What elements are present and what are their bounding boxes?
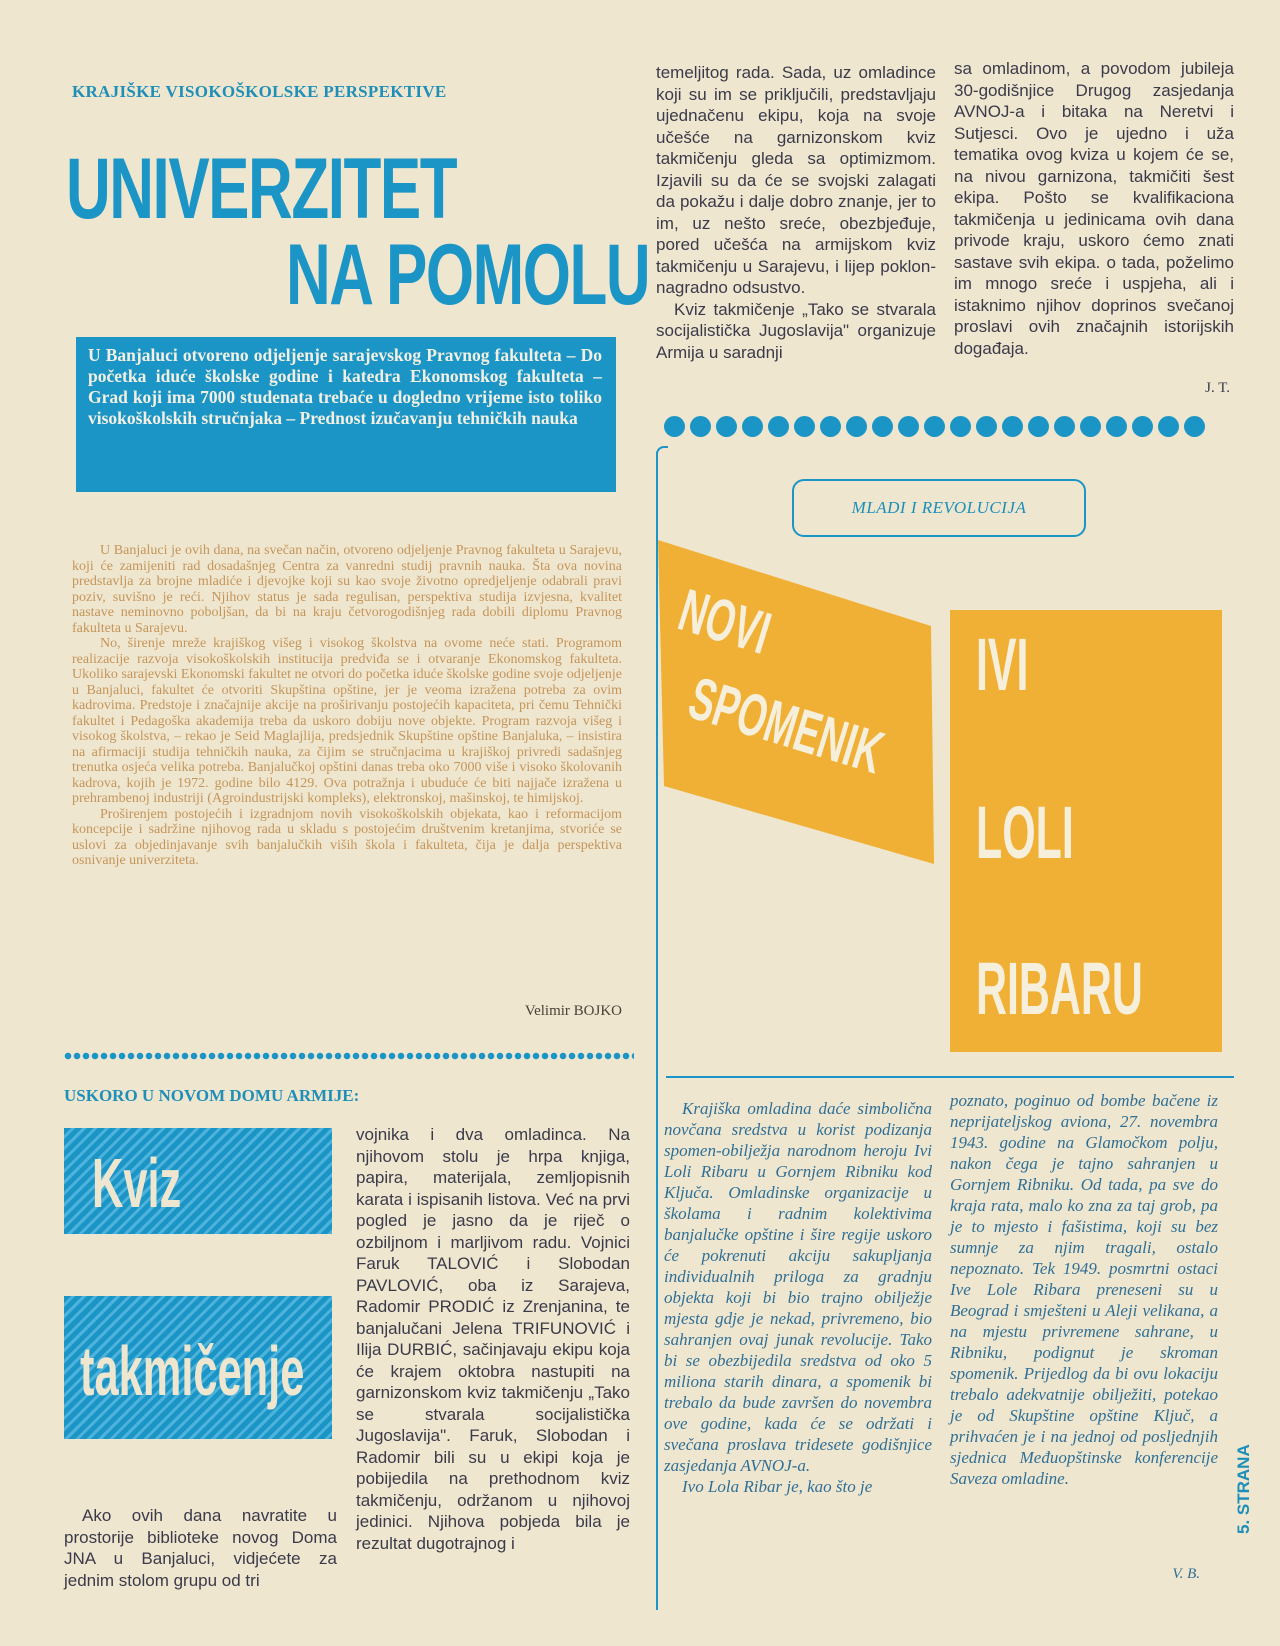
monument-title-line-2: SPOMENIK: [681, 664, 891, 787]
monument-col-2-text: poznato, poginuo od bombe bačene iz neprijateljskog aviona, 27. novembra 1943. godine na Glamočkom polju, nakon čega je tajno sahranjen u Gornjem Ribniku. Od tada, pa sve do kraja rata, malo ko zna za taj grob, pa je to mjesto i fašistima, koji su bez sumnje za njim tragali, ostalo nepoznato. Tek 1949. posmrtni ostaci Ive Lole Ribara preneseni su u Beograd i smješteni u Aleji velikana, a na mjestu privremene sahrane, u Ribniku, podignut je skroman spomenik. Prijedlog da bi ovu lokaciju trebalo adekvatnije obilježiti, potekao je od Skupštine opštine Ključ, a prihvaćen je i na jednoj od posljednjih sjednica Međuopštinske konferencije Saveza omladine.: [950, 1091, 1218, 1488]
monument-title-line-1: NOVI: [671, 576, 779, 667]
quiz-col-3-text-2: Kviz takmičenje „Tako se stvarala socijalistička Jugoslavija" organizuje Armija u saradnji: [656, 299, 936, 362]
quiz-col-3-text: temeljitog rada. Sada, uz omladince koji su im se priključili, predstavljaju ujednačenu ekipu, koja na svoje učešće na garnizonskom kviz takmičenju gleda sa optimizmom. Izjavili su da će se svojski zalagati da pokažu i dalje dobro znanje, jer to im, uz nešto sreće, obezbjeđuje, pored učešća na armijskom kviz takmičenju u Sarajevu, i lijep poklon-nagradno odsustvo.: [656, 63, 936, 297]
wavy-divider: [64, 1052, 634, 1060]
quiz-section-title: USKORO U NOVOM DOMU ARMIJE:: [64, 1086, 360, 1105]
quiz-col-2-text: vojnika i dva omladinca. Na njihovom stolu je hrpa knjiga, papira, materijala, zemljopisnih karata i ispisanih listova. Već na prvi pogled je jasno da je riječ o ozbiljnom i marljivom radu. Vojnici Faruk TALOVIĆ i Slobodan PAVLOVIĆ, oba iz Sarajeva, Radomir PRODIĆ iz Zrenjanina, te banjalučani Jelena TRIFUNOVIĆ i Ilija DURBIĆ, sačinjavaju ekipu koja će krajem oktobra nastupiti na garnizonskom kviz takmičenju „Tako se stvarala socijalistička Jugoslavija". Faruk, Slobodan i Radomir bili su u ekipi koja je pobijedila na prethodnom kviz takmičenju, održanom u njihovoj jedinici. Njihova pobjeda bila je rezultat dugotrajnog i: [356, 1125, 630, 1553]
monument-title-line-5: RIBARU: [976, 947, 1143, 1030]
quiz-column-3: [656, 62, 936, 363]
quiz-title-box-2: [64, 1296, 332, 1439]
article-body: [72, 543, 622, 869]
body-paragraph: No, širenje mreže krajiškog višeg i visokog školstva na ovome neće stati. Programom realizacije razvoja visokoškolskih institucija predviđa se i otvaranje Ekonomskog fakulteta. Ukoliko sarajevski Ekonomski fakultet ne otvori do početka iduće školske godine svoje odjeljenje u Banjaluci, fakultet će otvoriti Skupština opštine, jer je veoma izražena potreba za ovim kadrovima. Predstoje i značajnije akcije na proširivanju postojećih kapaciteta, pri čemu Tehnički fakultet i Pedagoška akademija treba da uskoro dobiju nove objekte. Program razvoja višeg i visokog školstva, – rekao je Seid Maglajlija, predsjednik Skupštine opštine Banjaluka, – insistira na afirmaciji studija tehničkih nauka, za čijim se stručnjacima u krajiškoj privredi sadašnjeg trenutka osjeća velika potreba. Banjalučkoj opštini danas treba oko 7000 više i visoko školovanih kadrova, kojih je 1972. godine bilo 4129. Ova potražnja i ubuduće će biti najjače izražena u prehrambenoj industriji (Agroindustrijski kompleks), elektronskoj, mašinskoj, te himijskoj.: [72, 636, 622, 806]
quiz-title-word-1: Kviz: [92, 1144, 182, 1222]
monument-col-1-text: Krajiška omladina daće simbolična novčana sredstva u korist podizanja spomen-obilježja narodnom heroju Ivi Loli Ribaru u Gornjem Ribniku kod Ključa. Omladinske organizacije u školama i radnim kolektivima banjalučke opštine i šire regije uskoro će pokrenuti akciju sakupljanja individualnih priloga za gradnju objekta koji bi bio trajno obilježje mjesta gdje je nekad, privremeno, bio sahranjen ovaj junak revolucije. Tako bi se obezbijedila sredstva od oko 5 miliona starih dinara, a spomenik bi trebalo da bude završen do novembra ove godine, kada će se održati i svečana proslava tridesete godišnjice zasjedanja AVNOJ-a.: [664, 1099, 932, 1475]
headline-line-2: NA POMOLU: [286, 227, 650, 323]
section-label-box: [792, 479, 1086, 537]
quiz-title-box-1: [64, 1128, 332, 1234]
monument-column-2: [950, 1090, 1218, 1489]
quiz-column-4: [954, 58, 1234, 359]
monument-col-1-text-2: Ivo Lola Ribar je, kao što je: [682, 1477, 873, 1496]
monument-column-1: [664, 1098, 932, 1497]
quiz-column-1: [64, 1505, 337, 1591]
dots-divider: [664, 416, 1244, 442]
rule-corner: [656, 446, 668, 458]
section-label: MLADI I REVOLUCIJA: [851, 498, 1027, 517]
quiz-col-1-text: Ako ovih dana navratite u prostorije biblioteke novog Doma JNA u Banjaluci, vidjećete za jednim stolom grupu od tri: [64, 1506, 337, 1590]
quiz-title-word-2: takmičenje: [80, 1332, 305, 1410]
monument-title-line-4: LOLI: [976, 791, 1074, 874]
quiz-col-4-text: sa omladinom, a povodom jubileja 30-godišnjice Drugog zasjedanja AVNOJ-a i bitaka na Neretvi i Sutjesci. Ovo je ujedno i uža tematika ovog kviza u kojem će se, na nivou garnizona, takmičiti šest ekipa. Pošto se kvalifikaciona takmičenja u jedinicama ovih dana privode kraju, uskoro ćemo znati sastave svih ekipa. o tada, poželimo im mnogo sreće i uspjeha, ali i istaknimo njihov doprinos svečanoj proslavi ovih značajnih istorijskih događaja.: [954, 59, 1234, 358]
page-number-label: 5. STRANA: [1234, 1444, 1253, 1534]
article-author: Velimir BOJKO: [524, 1003, 622, 1019]
lead-box: [76, 337, 616, 492]
headline-line-1: UNIVERZITET: [66, 141, 457, 237]
quiz-column-2: [356, 1124, 630, 1554]
monument-title-line-3: IVI: [976, 623, 1029, 706]
body-paragraph: U Banjaluci je ovih dana, na svečan način, otvoreno odjeljenje Pravnog fakulteta u Sarajevu, koji će zamijeniti rad dosadašnjeg Centra za vanredni studij pravnih nauka. Šta ova novina predstavlja za brojne mladiće i djevojke koji su kao svoje životno opredjeljenje odabrali pravi poziv, suvišno je reći. Njihov status je sada regulisan, perspektiva studija izvjesna, kvalitet nastave neminovno poboljšan, da bi na kraju četvorogodišnjeg rada dobili diplomu Pravnog fakulteta u Sarajevu.: [72, 543, 622, 636]
body-paragraph: Proširenjem postojećih i izgradnjom novih visokoškolskih objekata, kao i reformacijom koncepcije i sadržine njihovog rada u skladu s postojećim društvenim kretanjima, stvoriće se uslovi za objedinjavanje svih banjalučkih viših škola i fakulteta, čija je dalja perspektiva osnivanje univerziteta.: [72, 806, 622, 868]
article-kicker: KRAJIŠKE VISOKOŠKOLSKE PERSPEKTIVE: [72, 82, 447, 101]
horizontal-rule: [666, 1076, 1234, 1078]
quiz-initials: J. T.: [1205, 380, 1230, 396]
lead-text: U Banjaluci otvoreno odjeljenje sarajevskog Pravnog fakulteta – Do početka iduće školske godine i katedra Ekonomskog fakulteta – Grad koji ima 7000 studenata trebaće u dogledno vrijeme isto toliko visokoškolskih stručnjaka – Prednost izučavanju tehničkih nauka: [88, 345, 602, 428]
monument-initials: V. B.: [1172, 1566, 1200, 1582]
